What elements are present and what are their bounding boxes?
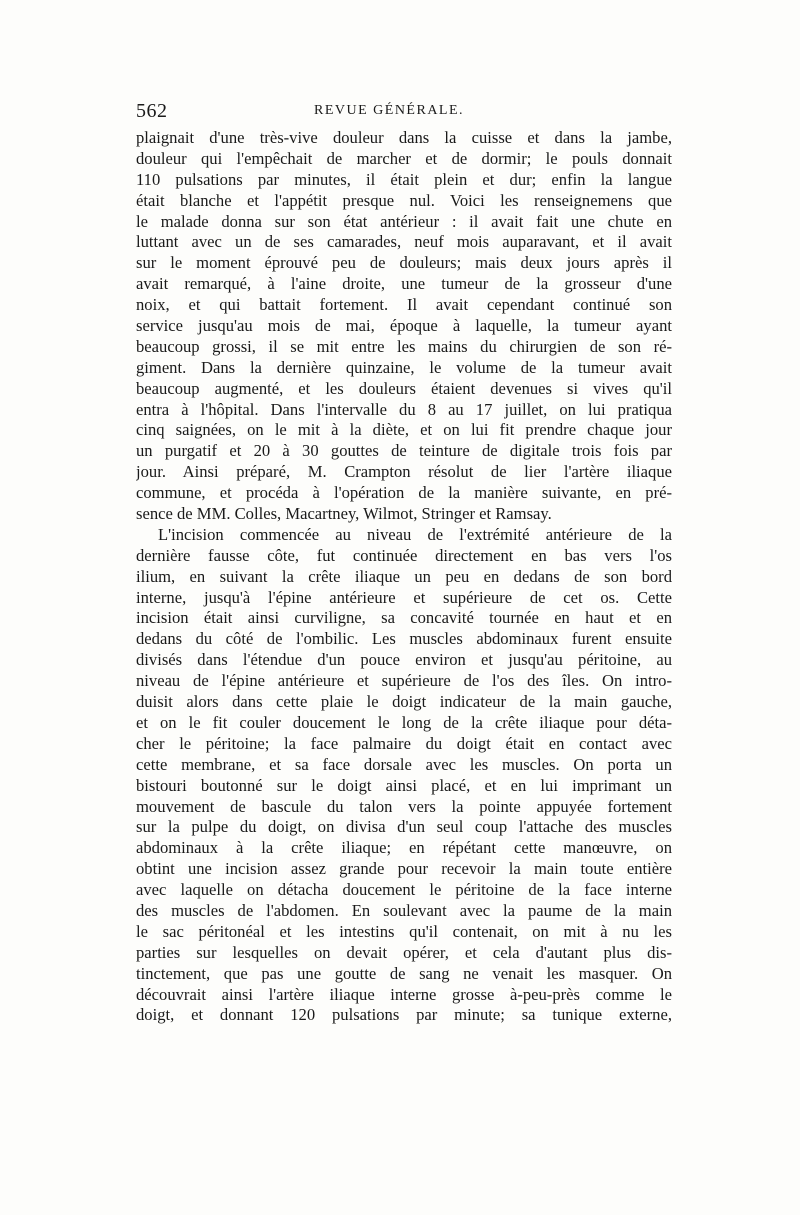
text-line: service jusqu'au mois de mai, époque à laquelle, la tumeur ayant: [136, 316, 672, 336]
text-line: obtint une incision assez grande pour recevoir la main toute entière: [136, 859, 672, 879]
text-line: un purgatif et 20 à 30 gouttes de teinture de digitale trois fois par: [136, 441, 672, 461]
text-line: divisés dans l'étendue d'un pouce environ et jusqu'au péritoine, au: [136, 650, 672, 670]
text-line: doigt, et donnant 120 pulsations par minute; sa tunique externe,: [136, 1005, 672, 1025]
text-line: le malade donna sur son état antérieur : il avait fait une chute en: [136, 211, 672, 231]
text-line: dernière fausse côte, fut continuée directement en bas vers l'os: [136, 545, 672, 565]
text-line: mouvement de bascule du talon vers la pointe appuyée fortement: [136, 796, 672, 816]
text-line: parties sur lesquelles on devait opérer, et cela d'autant plus dis-: [136, 942, 672, 962]
text-line: le sac péritonéal et les intestins qu'il contenait, on mit à nu les: [136, 921, 672, 941]
text-line: cinq saignées, on le mit à la diète, et on lui fit prendre chaque jour: [136, 420, 672, 440]
text-line: tinctement, que pas une goutte de sang ne venait les masquer. On: [136, 963, 672, 983]
text-line: était blanche et l'appétit presque nul. Voici les renseignemens que: [136, 190, 672, 210]
text-line: plaignait d'une très-vive douleur dans la cuisse et dans la jambe,: [136, 128, 672, 147]
text-line: dedans du côté de l'ombilic. Les muscles abdominaux furent ensuite: [136, 629, 672, 649]
text-line: giment. Dans la dernière quinzaine, le volume de la tumeur avait: [136, 357, 672, 377]
text-line: des muscles de l'abdomen. En soulevant avec la paume de la main: [136, 900, 672, 920]
body-text: [136, 128, 672, 1026]
text-line: avait remarqué, à l'aine droite, une tumeur de la grosseur d'une: [136, 274, 672, 294]
page-header: [136, 100, 672, 128]
text-line: beaucoup augmenté, et les douleurs étaient devenues si vives qu'il: [136, 378, 672, 398]
text-line: duisit alors dans cette plaie le doigt indicateur de la main gauche,: [136, 692, 672, 712]
text-line: noix, et qui battait fortement. Il avait cependant continué son: [136, 295, 672, 315]
text-line: beaucoup grossi, il se mit entre les mains du chirurgien de son ré-: [136, 336, 672, 356]
text-line: avec laquelle on détacha doucement le péritoine de la face interne: [136, 880, 672, 900]
page-number: 562: [136, 100, 168, 122]
text-line: incision était ainsi curviligne, sa concavité tournée en haut et en: [136, 608, 672, 628]
text-line: 110 pulsations par minutes, il était plein et dur; enfin la langue: [136, 169, 672, 189]
text-line: abdominaux à la crête iliaque; en répétant cette manœuvre, on: [136, 838, 672, 858]
paragraph-start-line: L'incision commencée au niveau de l'extrémité antérieure de la: [158, 524, 672, 544]
text-line: commune, et procéda à l'opération de la manière suivante, en pré-: [136, 483, 672, 503]
text-line: bistouri boutonné sur le doigt ainsi placé, et en lui imprimant un: [136, 775, 672, 795]
text-line: niveau de l'épine antérieure et supérieure de l'os des îles. On intro-: [136, 671, 672, 691]
text-line: luttant avec un de ses camarades, neuf mois auparavant, et il avait: [136, 232, 672, 252]
text-line: douleur qui l'empêchait de marcher et de dormir; le pouls donnait: [136, 148, 672, 168]
text-line: jour. Ainsi préparé, M. Crampton résolut de lier l'artère iliaque: [136, 462, 672, 482]
text-line: cette membrane, et sa face dorsale avec les muscles. On porta un: [136, 754, 672, 774]
text-line: entra à l'hôpital. Dans l'intervalle du 8 au 17 juillet, on lui pratiqua: [136, 399, 672, 419]
text-line: cher le péritoine; la face palmaire du doigt était en contact avec: [136, 733, 672, 753]
text-line: sence de MM. Colles, Macartney, Wilmot, Stringer et Ramsay.: [136, 504, 552, 524]
text-line: et on le fit couler doucement le long de la crête iliaque pour déta-: [136, 712, 672, 732]
text-line: interne, jusqu'à l'épine antérieure et supérieure de cet os. Cette: [136, 587, 672, 607]
text-line: ilium, en suivant la crête iliaque un peu en dedans de son bord: [136, 566, 672, 586]
text-line: découvrait ainsi l'artère iliaque interne grosse à-peu-près comme le: [136, 984, 672, 1004]
text-line: sur le moment éprouvé peu de douleurs; mais deux jours après il: [136, 253, 672, 273]
running-head: REVUE GÉNÉRALE.: [314, 103, 465, 118]
text-line: sur la pulpe du doigt, on divisa d'un seul coup l'attache des muscles: [136, 817, 672, 837]
